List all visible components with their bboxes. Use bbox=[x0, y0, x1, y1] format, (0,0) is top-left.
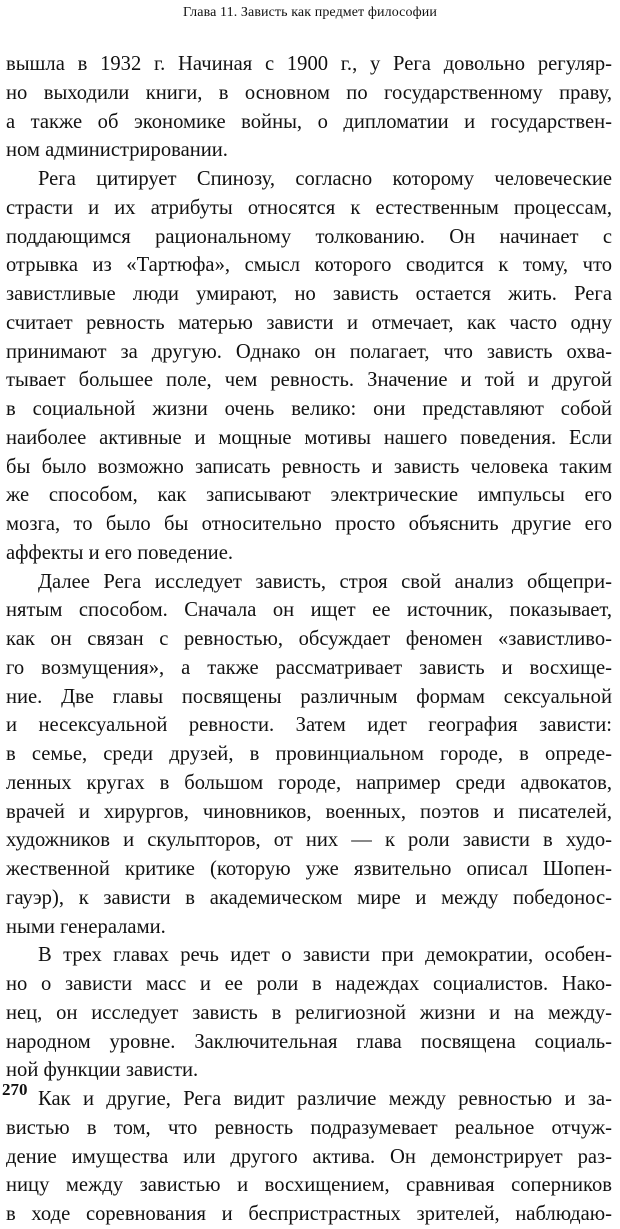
text-line: врачей и хирургов, чиновников, военных, поэтов и писателей, bbox=[6, 800, 612, 823]
text-line: нец, он исследует зависть в религиозной жизни и на между- bbox=[6, 1001, 612, 1024]
text-line: и несексуальной ревности. Затем идет география зависти: bbox=[6, 714, 612, 737]
text-line: ницу между завистью и восхищением, сравнивая соперников bbox=[6, 1174, 612, 1197]
text-line: ной функции зависти. bbox=[6, 1059, 199, 1082]
text-line: ленных кругах в большом городе, например среди адвокатов, bbox=[6, 771, 612, 794]
text-line: В трех главах речь идет о зависти при демократии, особен- bbox=[38, 944, 612, 967]
body-text bbox=[6, 50, 612, 1229]
text-line: считает ревность матерью зависти и отмечает, как часто одну bbox=[6, 311, 612, 334]
text-line: в социальной жизни очень велико: они представляют собой bbox=[6, 398, 612, 420]
text-line: ном администрировании. bbox=[6, 139, 228, 162]
text-line: го возмущения», а также рассматривает зависть и восхище- bbox=[6, 656, 612, 679]
text-line: Как и другие, Рега видит различие между ревностью и за- bbox=[38, 1088, 612, 1110]
text-line: ными генералами. bbox=[6, 915, 166, 938]
paragraph bbox=[6, 1085, 612, 1229]
paragraph bbox=[6, 568, 612, 942]
running-header: Глава 11. Зависть как предмет философии bbox=[183, 5, 437, 20]
text-line: Рега цитирует Спинозу, согласно которому человеческие bbox=[38, 168, 612, 190]
text-line: отрывка из «Тартюфа», смысл которого сводится к тому, что bbox=[6, 254, 612, 277]
text-line: поддающимся рациональному толкованию. Он начинает с bbox=[6, 225, 612, 248]
text-line: аффекты и его поведение. bbox=[6, 541, 233, 564]
text-line: нятым способом. Сначала он ищет ее источник, показывает, bbox=[6, 599, 612, 622]
text-line: наиболее активные и мощные мотивы нашего поведения. Если bbox=[6, 426, 612, 449]
text-line: в семье, среди друзей, в провинциальном городе, в опреде- bbox=[6, 743, 612, 765]
text-line: художников и скульпторов, от них — к роли зависти в худо- bbox=[6, 829, 612, 852]
text-line: бы было возможно записать ревность и зависть человека таким bbox=[6, 455, 612, 478]
page-number: 270 bbox=[2, 1080, 28, 1099]
text-line: вышла в 1932 г. Начиная с 1900 г., у Рега довольно регуляр- bbox=[6, 53, 612, 75]
text-line: как он связан с ревностью, обсуждает феномен «завистливо- bbox=[6, 628, 612, 650]
text-line: народном уровне. Заключительная глава посвящена социаль- bbox=[6, 1030, 612, 1053]
text-line: Далее Рега исследует зависть, строя свой анализ общепри- bbox=[38, 570, 612, 593]
text-line: тывает большее поле, чем ревность. Значение и той и другой bbox=[6, 369, 612, 392]
text-line: вистью в том, что ревность подразумевает реальное отчуж- bbox=[6, 1116, 612, 1139]
paragraph bbox=[6, 941, 612, 1085]
text-line: дение имущества или другого актива. Он демонстрирует раз- bbox=[6, 1145, 612, 1168]
paragraph bbox=[6, 50, 612, 165]
text-line: ние. Две главы посвящены различным формам сексуальной bbox=[6, 685, 612, 708]
text-line: мозга, то было бы относительно просто объяснить другие его bbox=[6, 513, 612, 535]
text-line: принимают за другую. Однако он полагает, что зависть охва- bbox=[6, 340, 612, 363]
text-line: но о зависти масс и ее роли в надеждах социалистов. Нако- bbox=[6, 973, 612, 995]
text-line: гауэр), к зависти в академическом мире и между победонос- bbox=[6, 886, 612, 909]
paragraph bbox=[6, 165, 612, 568]
text-line: жественной критике (которую уже язвительно описал Шопен- bbox=[6, 858, 612, 880]
text-line: же способом, как записывают электрические импульсы его bbox=[6, 484, 612, 507]
text-line: страсти и их атрибуты относятся к естественным процессам, bbox=[6, 196, 612, 219]
text-line: в ходе соревнования и беспристрастных зрителей, наблюдаю- bbox=[6, 1203, 612, 1225]
text-line: а также об экономике войны, о дипломатии и государствен- bbox=[6, 110, 612, 133]
text-line: завистливые люди умирают, но зависть остается жить. Рега bbox=[6, 283, 612, 305]
text-line: но выходили книги, в основном по государственному праву, bbox=[6, 81, 612, 104]
